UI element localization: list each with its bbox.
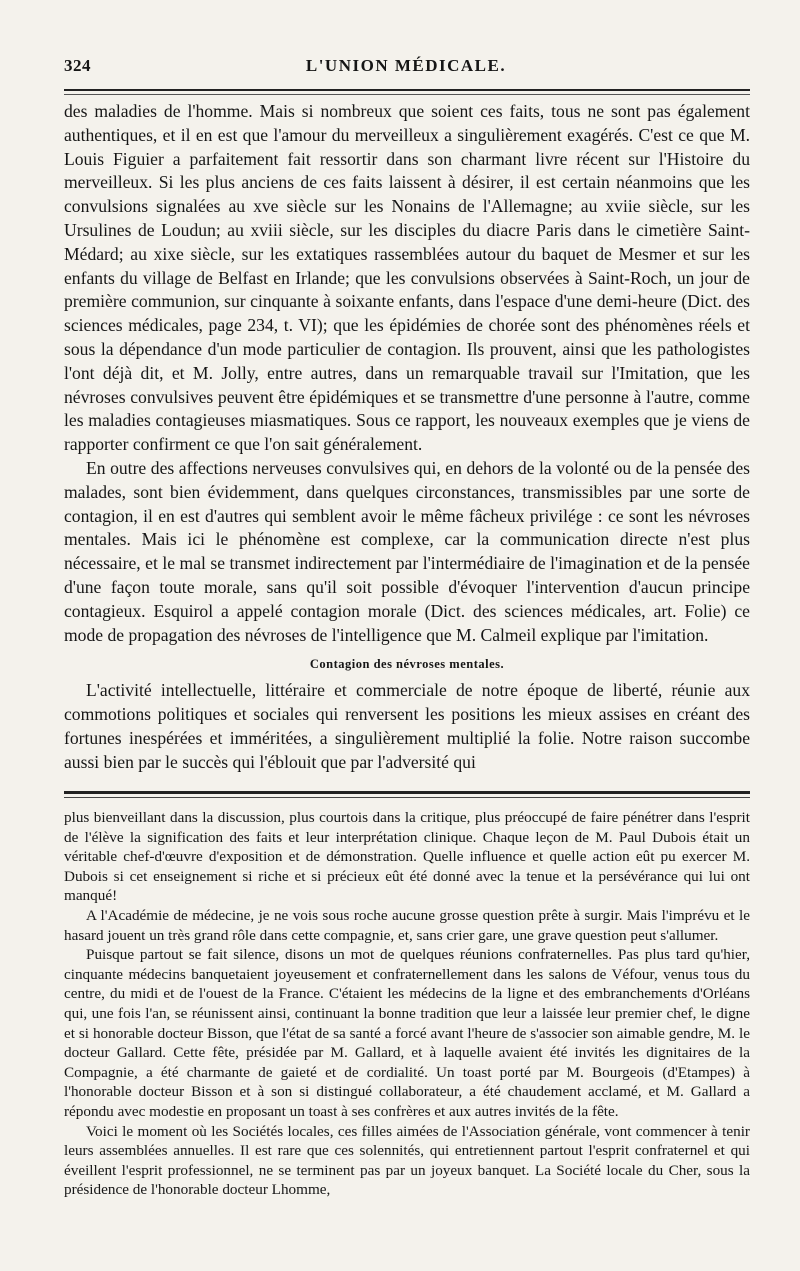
page-header: [64, 56, 748, 86]
feuilleton-separator: [64, 791, 750, 794]
header-rule: [64, 89, 750, 91]
main-paragraph: L'activité intellectuelle, littéraire et commerciale de notre époque de liberté, réunie aux commotions politiques et sociales qui renversent les positions les mieux assises en créant des fortunes inespérées et imméritées, a singulièrement multiplié la folie. Notre raison succombe aussi bien par le succès qui l'éblouit que par l'adversité qui: [64, 680, 750, 772]
feuilleton-paragraph: A l'Académie de médecine, je ne vois sous roche aucune grosse question prête à surgir. Mais l'imprévu et le hasard jouent un très grand rôle dans cette compagnie, et, sans crier gare, une grave question peut s'allumer.: [64, 906, 750, 944]
main-paragraph: des maladies de l'homme. Mais si nombreux que soient ces faits, tous ne sont pas également authentiques, et il en est que l'amour du merveilleux a singulièrement exagérés. C'est ce que M. Louis Figuier a parfaitement fait ressortir dans son charmant livre récent sur l'Histoire du merveilleux. Si les plus anciens de ces faits laissent à désirer, il est certain néanmoins que les convulsions signalées au xve siècle sur les Nonains de l'Allemagne; au xviie siècle, sur les Ursulines de Loudun; au xviii siècle, sur les disciples du diacre Paris dans le cimetière Saint-Médard; au xixe siècle, sur les extatiques rassemblées autour du baquet de Mesmer et sur les enfants du village de Belfast en Irlande; que les convulsions observées à Saint-Roch, un jour de première communion, sur cinquante à soixante enfants, dans l'espace d'une demi-heure (Dict. des sciences médicales, page 234, t. VI); que les épidémies de chorée sont des phénomènes réels et sous la dépendance d'un mode particulier de contagion. Ils prouvent, ainsi que les pathologistes l'ont déjà dit, et M. Jolly, entre autres, dans un remarquable travail sur l'Imitation, que les névroses convulsives peuvent être épidémiques et se transmettre d'une personne à l'autre, comme les maladies contagieuses miasmatiques. Sous ce rapport, les nouveaux exemples que je viens de rapporter confirment ce que l'on sait généralement.: [64, 101, 750, 455]
running-title: L'UNION MÉDICALE.: [305, 56, 507, 75]
feuilleton-paragraph: Voici le moment où les Sociétés locales, ces filles aimées de l'Association générale, vont commencer à tenir leurs assemblées annuelles. Il est rare que ces solennités, qui entretiennent partout l'esprit confraternel et qui éveillent l'esprit professionnel, ne se terminent pas par un joyeux banquet. La Société locale du Cher, sous la présidence de l'honorable docteur Lhomme,: [64, 1122, 750, 1199]
feuilleton-separator-thin: [64, 797, 750, 798]
feuilleton-text: [64, 808, 750, 1200]
page-number: 324: [64, 56, 91, 75]
header-rule-thin: [64, 94, 750, 95]
feuilleton-paragraph: Puisque partout se fait silence, disons un mot de quelques réunions confraternelles. Pas plus tard qu'hier, cinquante médecins banquetaient joyeusement et confraternellement dans les salons de Véfour, venus tous du centre, du midi et de l'ouest de la France. C'étaient les médecins de la ligne et des embranchements d'Orléans qui, une fois l'an, se réunissent ainsi, continuant la bonne tradition que leur a laissée leur premier chef, le digne et si honorable docteur Bisson, que l'état de sa santé a forcé avant l'heure de s'associer son aimable gendre, M. le docteur Gallard. Cette fête, présidée par M. Gallard, et à laquelle avaient été invités les dignitaires de la Compagnie, a été charmante de gaieté et de cordialité. Un toast porté par M. Bourgeois (d'Etampes) à l'honorable docteur Bisson et à son si distingué collaborateur, a été chaudement acclamé, et M. Gallard a répondu avec modestie en proposant un toast à ses confrères et aux autres invités de la fête.: [64, 946, 750, 1120]
section-heading: Contagion des névroses mentales.: [309, 657, 505, 672]
main-text: [64, 100, 750, 775]
feuilleton-paragraph: plus bienveillant dans la discussion, plus courtois dans la critique, plus préoccupé de faire pénétrer dans l'esprit de l'élève la signification des faits et leur interprétation clinique. Chaque leçon de M. Paul Dubois était un véritable chef-d'œuvre d'exposition et de démonstration. Quelle influence et quelle action eût pu exercer M. Dubois si cet enseignement si riche et si précieux eût été donné avec la tenue et la persévérance qui lui ont manqué!: [64, 809, 750, 905]
main-paragraph: En outre des affections nerveuses convulsives qui, en dehors de la volonté ou de la pensée des malades, sont bien évidemment, dans quelques circonstances, transmissibles par une sorte de contagion, il en est d'autres qui semblent avoir le même fâcheux privilége : ce sont les névroses mentales. Mais ici le phénomène est complexe, car la communication directe n'est plus nécessaire, et le mal se transmet indirectement par l'intermédiaire de l'imagination et de la pensée d'une façon toute morale, sans qu'il soit possible d'évoquer l'intervention d'aucun principe contagieux. Esquirol a appelé contagion morale (Dict. des sciences médicales, art. Folie) ce mode de propagation des névroses de l'intelligence que M. Calmeil explique par l'imitation.: [64, 457, 750, 645]
